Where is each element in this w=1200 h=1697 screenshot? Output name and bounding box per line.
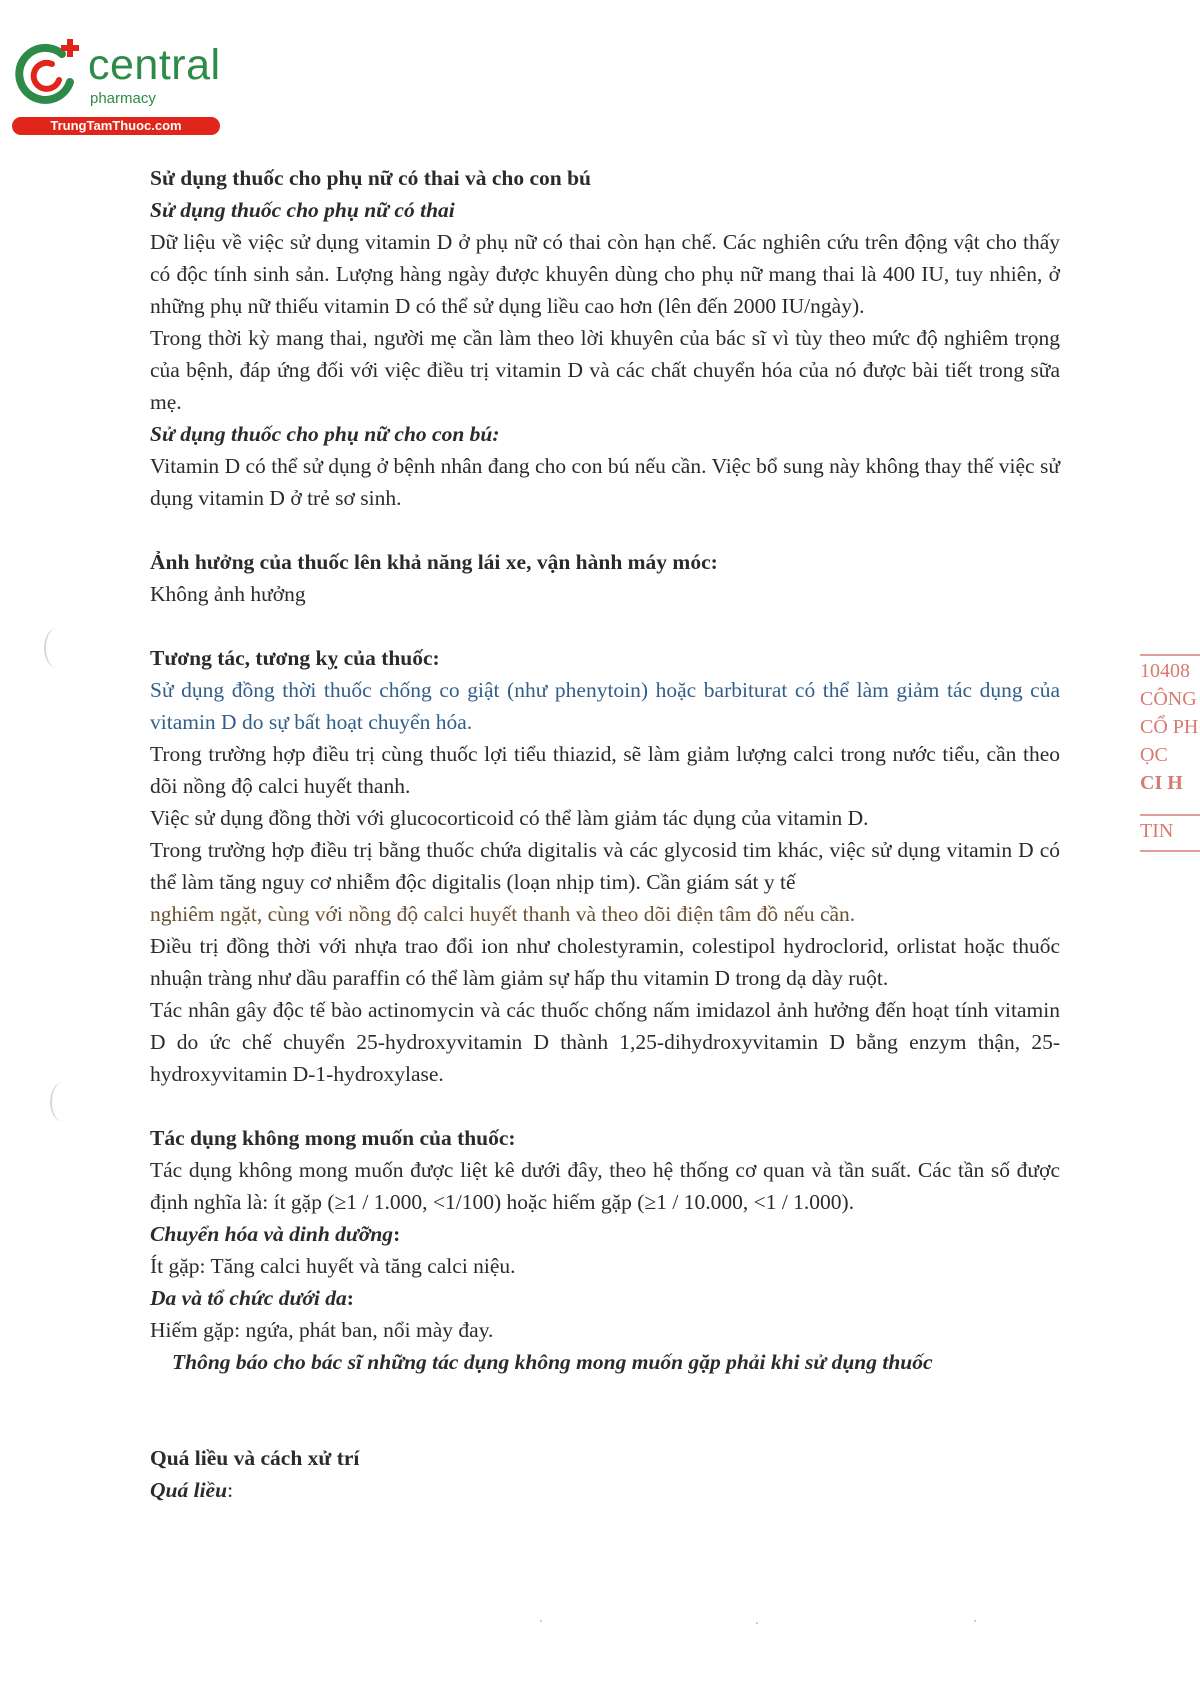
section-title-adverse-effects: Tác dụng không mong muốn của thuốc: [150, 1126, 516, 1150]
paragraph: Tác dụng không mong muốn được liệt kê dưới đây, theo hệ thống cơ quan và tần suất. Các tần số được định nghĩa là: ít gặp (≥1 / 1.000, <1/100) hoặc hiếm gặp (≥1 / 10.000, <1 / 1.000). [150, 1158, 1060, 1214]
subheading-metabolism [150, 1218, 1060, 1250]
stamp-line: CỔ PH [1140, 716, 1199, 738]
stamp-line: TIN [1140, 820, 1174, 842]
punch-hole-mark [50, 1082, 76, 1122]
subheading-text: Chuyển hóa và dinh dưỡng [150, 1222, 394, 1246]
central-pharmacy-logo [12, 36, 227, 136]
subheading-skin [150, 1282, 1060, 1314]
paragraph: Trong trường hợp điều trị bằng thuốc chứa digitalis và các glycosid tim khác, việc sử dụng vitamin D có thể làm tăng nguy cơ nhiễm độc digitalis (loạn nhịp tim). Cần giám sát y tế [150, 838, 1060, 894]
paragraph: Tác nhân gây độc tế bào actinomycin và các thuốc chống nấm imidazol ảnh hưởng đến hoạt tính vitamin D do ức chế chuyển 25-hydroxyvitamin D thành 1,25-dihydroxyvitamin D bằng enzym thận, 25-hydroxyvitamin D-1-hydroxylase. [150, 998, 1060, 1086]
paragraph: Điều trị đồng thời với nhựa trao đổi ion như cholestyramin, colestipol hydroclorid, orlistat hoặc thuốc nhuận tràng như dầu paraffin có thể làm giảm sự hấp thu vitamin D trong dạ dày ruột. [150, 934, 1060, 990]
stamp-fragment [1140, 650, 1200, 880]
paragraph: Trong trường hợp điều trị cùng thuốc lợi tiểu thiazid, sẽ làm giảm lượng calci trong nước tiểu, cần theo dõi nồng độ calci huyết thanh. [150, 742, 1060, 798]
section-title-driving: Ảnh hưởng của thuốc lên khả năng lái xe, vận hành máy móc: [150, 550, 718, 574]
subheading-colon: : [227, 1478, 234, 1502]
paragraph: Sử dụng đồng thời thuốc chống co giật (như phenytoin) hoặc barbiturat có thể làm giảm tác dụng của vitamin D do sự bất hoạt chuyển hóa. [150, 678, 1060, 734]
scan-speck [540, 1620, 542, 1622]
paragraph: Việc sử dụng đồng thời với glucocorticoid có thể làm giảm tác dụng của vitamin D. [150, 806, 869, 830]
paragraph: Trong thời kỳ mang thai, người mẹ cần làm theo lời khuyên của bác sĩ vì tùy theo mức độ nghiêm trọng của bệnh, đáp ứng đối với việc điều trị vitamin D và các chất chuyển hóa của nó được bài tiết trong sữa mẹ. [150, 326, 1060, 414]
punch-hole-mark [44, 628, 70, 668]
logo-url-badge: TrungTamThuoc.com [12, 117, 220, 135]
notice-line: Thông báo cho bác sĩ những tác dụng không mong muốn gặp phải khi sử dụng thuốc [172, 1350, 933, 1374]
subheading-pregnancy: Sử dụng thuốc cho phụ nữ có thai [150, 198, 455, 222]
logo-subtitle: pharmacy [90, 90, 156, 107]
paragraph: nghiêm ngặt, cùng với nồng độ calci huyết thanh và theo dõi điện tâm đồ nếu cần. [150, 902, 856, 926]
subheading-colon: : [393, 1222, 401, 1246]
subheading-text: Quá liều [150, 1478, 228, 1502]
pharmacy-cross-logo-icon [12, 36, 88, 116]
document-body [150, 162, 1060, 1506]
section-title-interactions: Tương tác, tương kỵ của thuốc: [150, 646, 440, 670]
stamp-line: 10408 [1140, 660, 1190, 682]
section-title-overdose: Quá liều và cách xử trí [150, 1446, 360, 1470]
paragraph: Vitamin D có thể sử dụng ở bệnh nhân đang cho con bú nếu cần. Việc bổ sung này không thay thế việc sử dụng vitamin D ở trẻ sơ sinh. [150, 454, 1060, 510]
paragraph: Ít gặp: Tăng calci huyết và tăng calci niệu. [150, 1254, 516, 1278]
paragraph: Hiếm gặp: ngứa, phát ban, nổi mày đay. [150, 1318, 494, 1342]
paragraph: Dữ liệu về việc sử dụng vitamin D ở phụ nữ có thai còn hạn chế. Các nghiên cứu trên động vật cho thấy có độc tính sinh sản. Lượng hàng ngày được khuyên dùng cho phụ nữ mang thai là 400 IU, tuy nhiên, ở những phụ nữ thiếu vitamin D có thể sử dụng liều cao hơn (lên đến 2000 IU/ngày). [150, 230, 1060, 318]
logo-brand: central [88, 41, 221, 89]
subheading-overdose [150, 1474, 1060, 1506]
subheading-breastfeeding: Sử dụng thuốc cho phụ nữ cho con bú: [150, 422, 500, 446]
stamp-line: CÔNG [1140, 688, 1197, 710]
scan-speck [756, 1622, 758, 1624]
paragraph: Không ảnh hưởng [150, 582, 306, 606]
section-title-pregnancy: Sử dụng thuốc cho phụ nữ có thai và cho con bú [150, 166, 592, 190]
subheading-text: Da và tổ chức dưới da [150, 1286, 347, 1310]
stamp-line: ỌC [1140, 744, 1168, 766]
scan-speck [974, 1620, 976, 1622]
subheading-colon: : [346, 1286, 354, 1310]
stamp-line: CI H [1140, 772, 1183, 794]
